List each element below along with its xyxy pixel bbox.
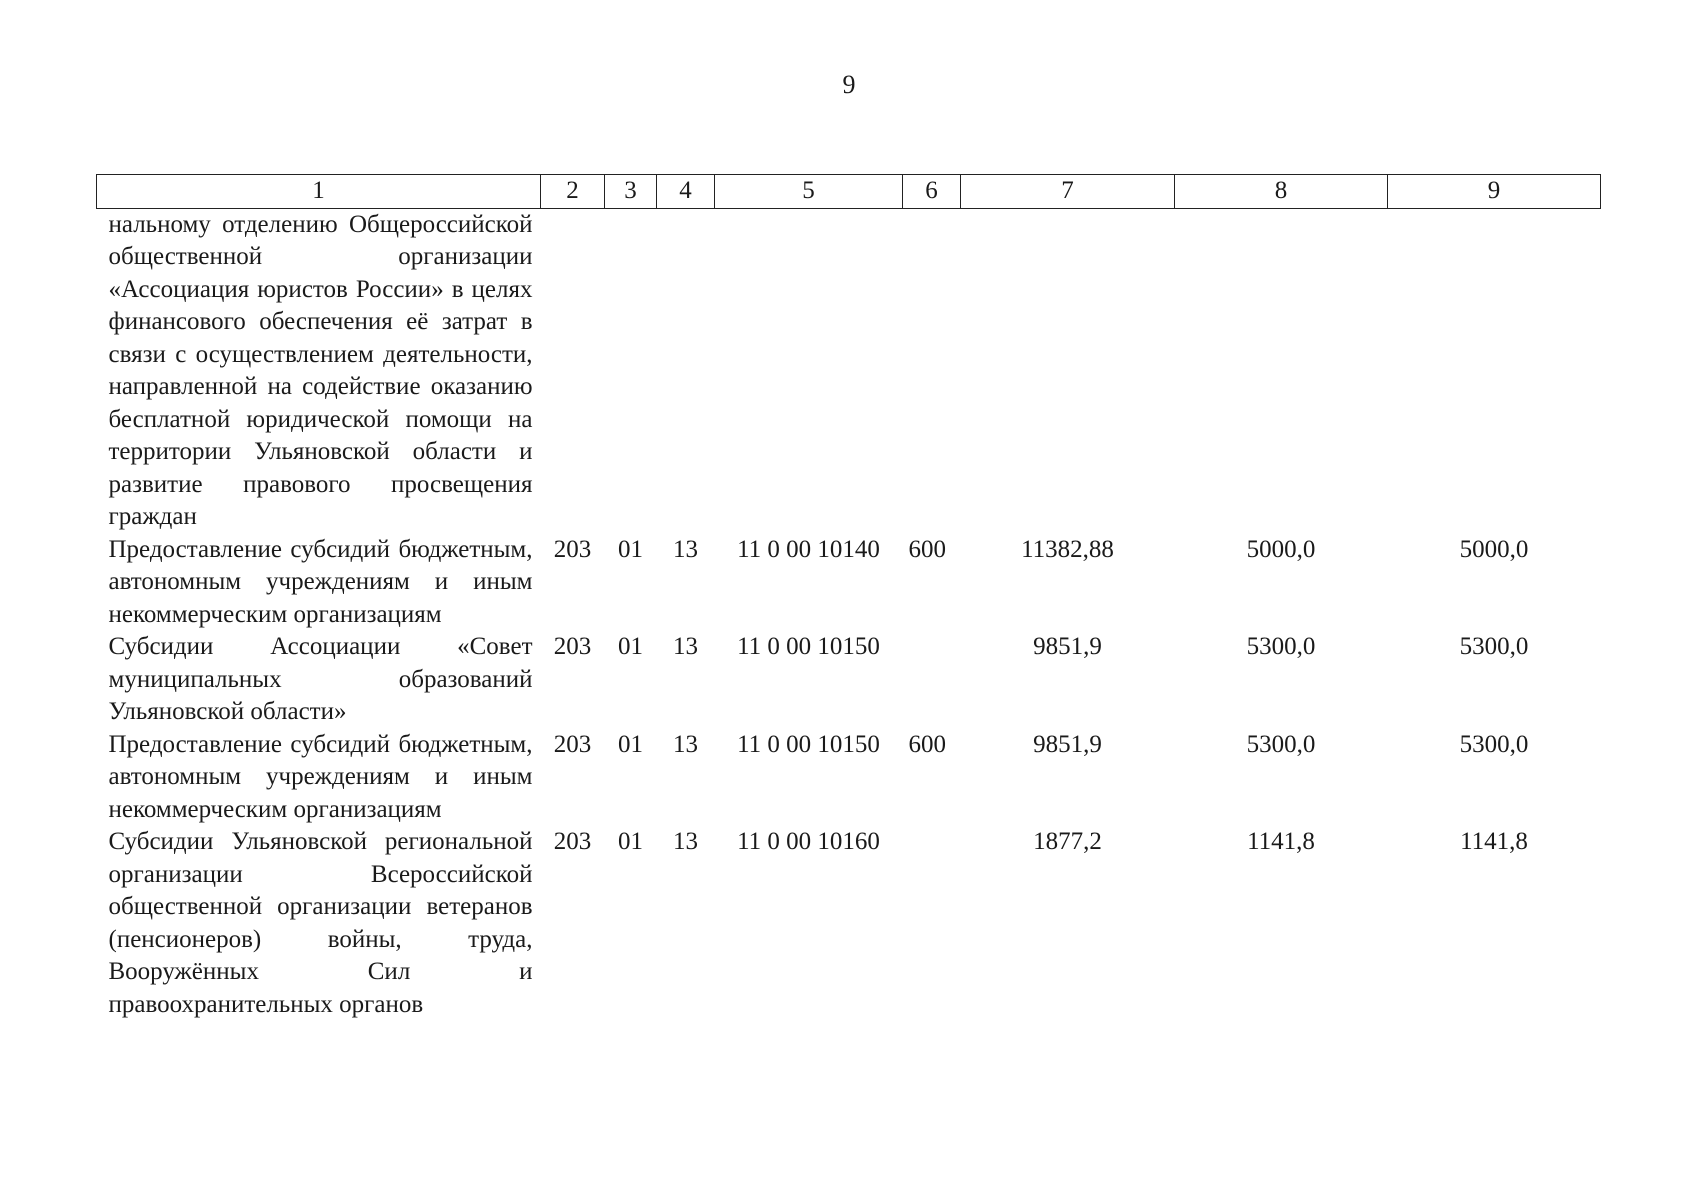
column-header-7: 7 <box>961 175 1175 209</box>
cell-col-6: 600 <box>908 730 946 758</box>
cell-col-4: 13 <box>673 828 698 855</box>
column-header-8: 8 <box>1175 175 1388 209</box>
cell-col-8: 5300,0 <box>1246 730 1316 758</box>
cell-col-7: 9851,9 <box>1033 730 1102 758</box>
table-row <box>97 729 1601 827</box>
row-description: Субсидии Ассоциации «Совет муниципальных образований Ульяновской области» <box>108 633 533 725</box>
cell-col-9: 5300,0 <box>1459 730 1529 758</box>
cell-col-3: 01 <box>618 535 643 563</box>
table-row <box>97 631 1601 729</box>
row-description: нальному отделению Общероссийской общественной организации «Ассоциация юристов России» в целях финансового обеспечения её затрат в связи с осуществлением деятельности, направленной на содействие оказанию бесплатной юридической помощи на территории Ульяновской области и развитие правового просвещения граждан <box>108 210 533 530</box>
cell-col-2: 203 <box>553 828 592 855</box>
cell-col-7: 1877,2 <box>1033 828 1102 855</box>
cell-col-9 <box>1388 208 1601 534</box>
cell-col-8: 1141,8 <box>1247 828 1315 855</box>
column-header-9: 9 <box>1388 175 1601 209</box>
cell-col-3 <box>605 208 657 534</box>
cell-col-9: 1141,8 <box>1460 828 1528 855</box>
cell-col-3: 01 <box>618 828 643 855</box>
column-header-1: 1 <box>97 175 541 209</box>
column-header-6: 6 <box>903 175 961 209</box>
cell-col-5 <box>715 208 903 534</box>
cell-col-5: 11 0 00 10150 <box>737 633 880 660</box>
column-header-2: 2 <box>541 175 605 209</box>
row-description: Предоставление субсидий бюджетным, автономным учреждениям и иным некоммерческим организациям <box>108 730 533 823</box>
cell-col-7: 9851,9 <box>1033 633 1102 660</box>
column-header-3: 3 <box>605 175 657 209</box>
cell-col-2 <box>541 208 605 534</box>
cell-col-6 <box>903 208 961 534</box>
cell-col-7: 11382,88 <box>1021 535 1114 563</box>
cell-col-8 <box>1175 208 1388 534</box>
cell-col-9: 5000,0 <box>1459 535 1529 563</box>
cell-col-5: 11 0 00 10160 <box>737 828 880 855</box>
cell-col-8: 5300,0 <box>1246 633 1316 660</box>
row-description: Субсидии Ульяновской региональной организации Всероссийской общественной организации ветеранов (пенсионеров) войны, труда, Вооружённых Сил и правоохранительных органов <box>108 828 533 1018</box>
cell-col-4: 13 <box>673 730 698 758</box>
cell-col-5: 11 0 00 10150 <box>737 730 880 758</box>
column-header-5: 5 <box>715 175 903 209</box>
page-number: 9 <box>842 70 856 99</box>
cell-col-6 <box>903 826 961 1021</box>
table-row <box>97 826 1601 1021</box>
cell-col-3: 01 <box>618 633 643 660</box>
cell-col-4 <box>657 208 715 534</box>
table-row <box>97 208 1601 534</box>
cell-col-7 <box>961 208 1175 534</box>
row-description: Предоставление субсидий бюджетным, автономным учреждениям и иным некоммерческим организациям <box>108 535 533 628</box>
cell-col-2: 203 <box>553 730 592 758</box>
cell-col-4: 13 <box>673 535 698 563</box>
column-header-4: 4 <box>657 175 715 209</box>
cell-col-2: 203 <box>553 535 592 563</box>
header-row <box>97 175 1601 209</box>
budget-table <box>96 174 1601 1021</box>
cell-col-2: 203 <box>553 633 592 660</box>
table-row <box>97 534 1601 632</box>
cell-col-3: 01 <box>618 730 643 758</box>
cell-col-8: 5000,0 <box>1246 535 1316 563</box>
cell-col-4: 13 <box>673 633 698 660</box>
cell-col-6: 600 <box>908 535 946 563</box>
cell-col-9: 5300,0 <box>1459 633 1529 660</box>
cell-col-6 <box>903 631 961 729</box>
cell-col-5: 11 0 00 10140 <box>737 535 880 563</box>
